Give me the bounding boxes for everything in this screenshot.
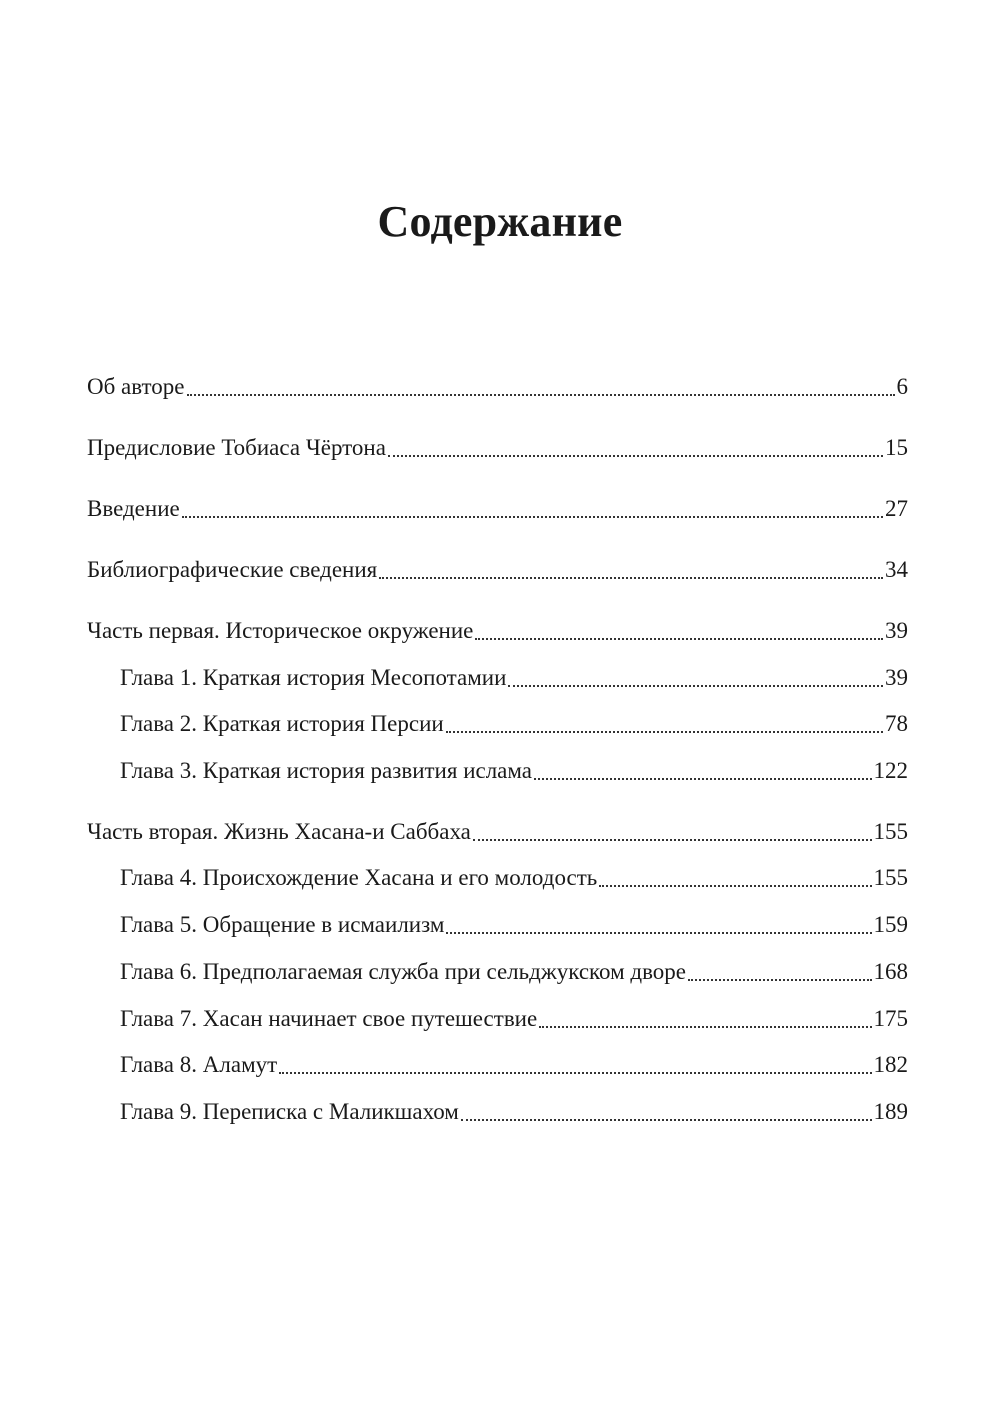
toc-entry-foreword <box>87 431 908 465</box>
toc-entry-page: 155 <box>873 865 908 890</box>
toc-entry-chapter-1 <box>87 661 908 695</box>
toc-entry-chapter-3 <box>87 754 908 788</box>
toc-entry-part-one <box>87 614 908 648</box>
dot-leader <box>688 979 871 981</box>
dot-leader <box>475 638 883 640</box>
toc-entry-label: Глава 2. Краткая история Персии <box>120 711 444 736</box>
dot-leader <box>379 577 883 579</box>
toc-entry-label: Библиографические сведения <box>87 557 378 582</box>
toc-entry-page: 34 <box>885 557 908 582</box>
dot-leader <box>534 778 871 780</box>
toc-entry-page: 39 <box>885 618 908 643</box>
toc-entry-page: 182 <box>873 1052 908 1077</box>
toc-entry-label: Глава 9. Переписка с Маликшахом <box>120 1099 459 1124</box>
toc-entry-chapter-5 <box>87 908 908 942</box>
dot-leader <box>508 685 883 687</box>
toc-entry-label: Глава 5. Обращение в исмаилизм <box>120 912 445 937</box>
toc-entry-introduction <box>87 492 908 526</box>
toc-entry-label: Часть вторая. Жизнь Хасана-и Саббаха <box>87 819 471 844</box>
toc-entry-label: Предисловие Тобиаса Чёртона <box>87 435 386 460</box>
toc-entry-label: Глава 1. Краткая история Месопотамии <box>120 665 507 690</box>
dot-leader <box>187 394 895 396</box>
toc-entry-label: Введение <box>87 496 180 521</box>
toc-entry-chapter-8 <box>87 1048 908 1082</box>
toc-entry-chapter-4 <box>87 861 908 895</box>
toc-entry-page: 27 <box>885 496 908 521</box>
toc-entry-label: Часть первая. Историческое окружение <box>87 618 474 643</box>
toc-entry-page: 159 <box>873 912 908 937</box>
toc-entry-page: 155 <box>873 819 908 844</box>
toc-entry-page: 6 <box>896 374 908 399</box>
toc-entry-label: Глава 4. Происхождение Хасана и его молодость <box>120 865 598 890</box>
toc-entry-chapter-7 <box>87 1002 908 1036</box>
toc-entry-label: Глава 6. Предполагаемая служба при сельджукском дворе <box>120 959 687 984</box>
toc-entry-page: 39 <box>885 665 908 690</box>
dot-leader <box>539 1026 871 1028</box>
toc-entry-page: 122 <box>873 758 908 783</box>
toc-entry-part-two <box>87 815 908 849</box>
dot-leader <box>388 455 883 457</box>
dot-leader <box>473 839 872 841</box>
toc-entry-label: Глава 7. Хасан начинает свое путешествие <box>120 1006 538 1031</box>
dot-leader <box>279 1072 871 1074</box>
dot-leader <box>446 932 871 934</box>
toc-entry-page: 78 <box>885 711 908 736</box>
dot-leader <box>599 885 871 887</box>
toc-entry-about-author <box>87 370 908 404</box>
toc-entry-chapter-9 <box>87 1095 908 1129</box>
dot-leader <box>182 516 883 518</box>
dot-leader <box>446 731 883 733</box>
toc-entry-label: Глава 3. Краткая история развития ислама <box>120 758 533 783</box>
toc-entry-label: Об авторе <box>87 374 185 399</box>
toc-entry-label: Глава 8. Аламут <box>120 1052 278 1077</box>
toc-entry-chapter-6 <box>87 955 908 989</box>
dot-leader <box>461 1119 872 1121</box>
toc-entry-page: 168 <box>873 959 908 984</box>
toc-entry-chapter-2 <box>87 707 908 741</box>
page-title: Содержание <box>377 197 623 246</box>
toc-entry-page: 189 <box>873 1099 908 1124</box>
toc-entry-bibliography <box>87 553 908 587</box>
toc-entry-page: 15 <box>885 435 908 460</box>
toc-entry-page: 175 <box>873 1006 908 1031</box>
